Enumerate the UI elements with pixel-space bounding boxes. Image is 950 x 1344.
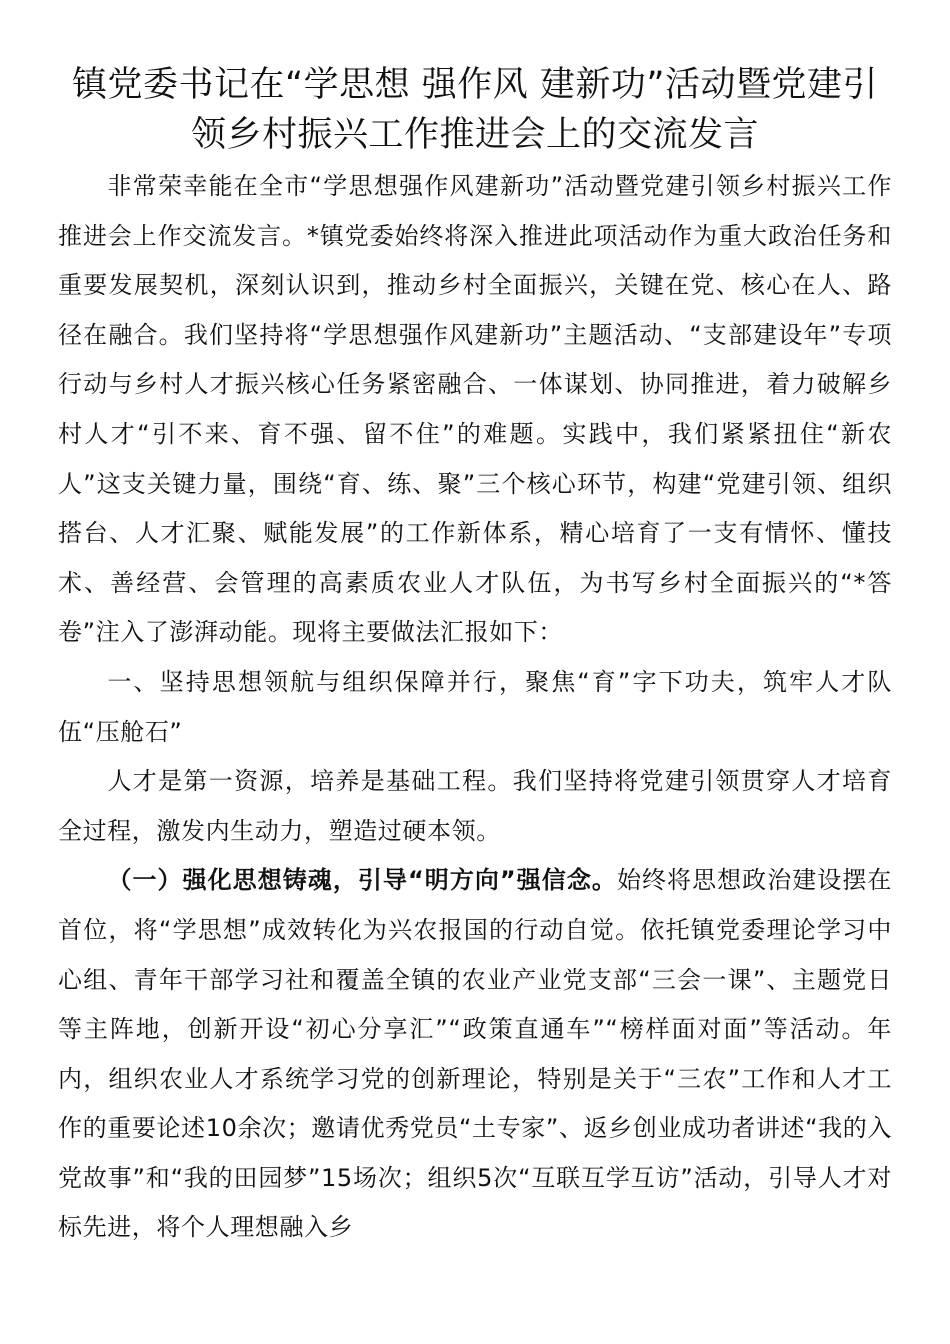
- subsection-1-paragraph: [58, 856, 892, 1253]
- subsection-1-text: 始终将思想政治建设摆在首位，将“学思想”成效转化为兴农报国的行动自觉。依托镇党委理论学习中心组、青年干部学习社和覆盖全镇的农业产业党支部“三会一课”、主题党日等主阵地，创新开设“初心分享汇”“政策直通车”“榜样面对面”等活动。年内，组织农业人才系统学习党的创新理论，特别是关于“三农”工作和人才工作的重要论述10余次；邀请优秀党员“土专家”、返乡创业成功者讲述“我的入党故事”和“我的田园梦”15场次；组织5次“互联互学互访”活动，引导人才对标先进，将个人理想融入乡: [58, 866, 892, 1242]
- document-title: 镇党委书记在“学思想 强作风 建新功”活动暨党建引领乡村振兴工作推进会上的交流发言: [71, 65, 879, 155]
- document-body: [58, 162, 892, 1253]
- section-heading-1: 一、坚持思想领航与组织保障并行，聚焦“育”字下功夫，筑牢人才队伍“压舱石”: [58, 667, 892, 746]
- section-1-intro-paragraph: 人才是第一资源，培养是基础工程。我们坚持将党建引领贯穿人才培育全过程，激发内生动力，塑造过硬本领。: [58, 767, 892, 845]
- subsection-1-heading: （一）强化思想铸魂，引导“明方向”强信念。: [107, 866, 617, 895]
- intro-paragraph: 非常荣幸能在全市“学思想强作风建新功”活动暨党建引领乡村振兴工作推进会上作交流发言。*镇党委始终将深入推进此项活动作为重大政治任务和重要发展契机，深刻认识到，推动乡村全面振兴，关键在党、核心在人、路径在融合。我们坚持将“学思想强作风建新功”主题活动、“支部建设年”专项行动与乡村人才振兴核心任务紧密融合、一体谋划、协同推进，着力破解乡村人才“引不来、育不强、留不住”的难题。实践中，我们紧紧扭住“新农人”这支关键力量，围绕“育、练、聚”三个核心环节，构建“党建引领、组织搭台、人才汇聚、赋能发展”的工作新体系，精心培育了一支有情怀、懂技术、善经营、会管理的高素质农业人才队伍，为书写乡村全面振兴的“*答卷”注入了澎湃动能。现将主要做法汇报如下：: [58, 172, 892, 647]
